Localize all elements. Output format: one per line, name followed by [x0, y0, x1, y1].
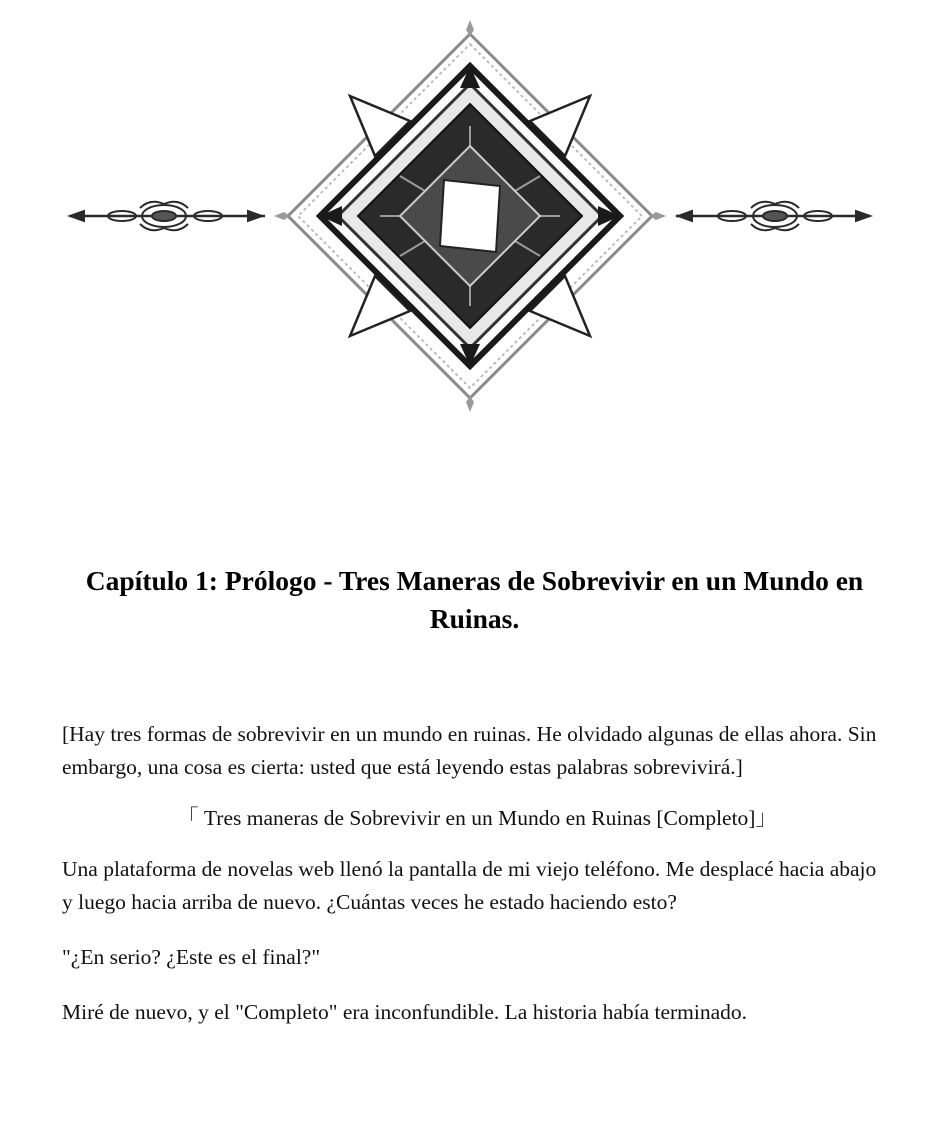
chapter-title: Capítulo 1: Prólogo - Tres Maneras de Sobrevivir en un Mundo en Ruinas.: [85, 565, 864, 634]
left-flourish-icon: [70, 202, 265, 231]
right-flourish-icon: [676, 202, 870, 231]
intro-paragraph: [Hay tres formas de sobrevivir en un mundo en ruinas. He olvidado algunas de ellas ahora. Sin embargo, una cosa es cierta: usted que está leyendo estas palabras sobrevivirá.]: [62, 722, 877, 779]
dialogue-paragraph: "¿En serio? ¿Este es el final?": [62, 945, 321, 969]
chapter-content: [62, 718, 892, 1029]
novel-title-line: 「 Tres maneras de Sobrevivir en un Mundo en Ruinas [Completo]」: [177, 806, 777, 830]
diamond-crest-icon: [274, 20, 666, 412]
body-paragraph-final: Miré de nuevo, y el "Completo" era inconfundible. La historia había terminado.: [62, 1000, 748, 1024]
chapter-ornament-icon: [0, 0, 949, 440]
body-paragraph: Una plataforma de novelas web llenó la pantalla de mi viejo teléfono. Me desplacé hacia abajo y luego hacia arriba de nuevo. ¿Cuántas veces he estado haciendo esto?: [62, 857, 877, 914]
